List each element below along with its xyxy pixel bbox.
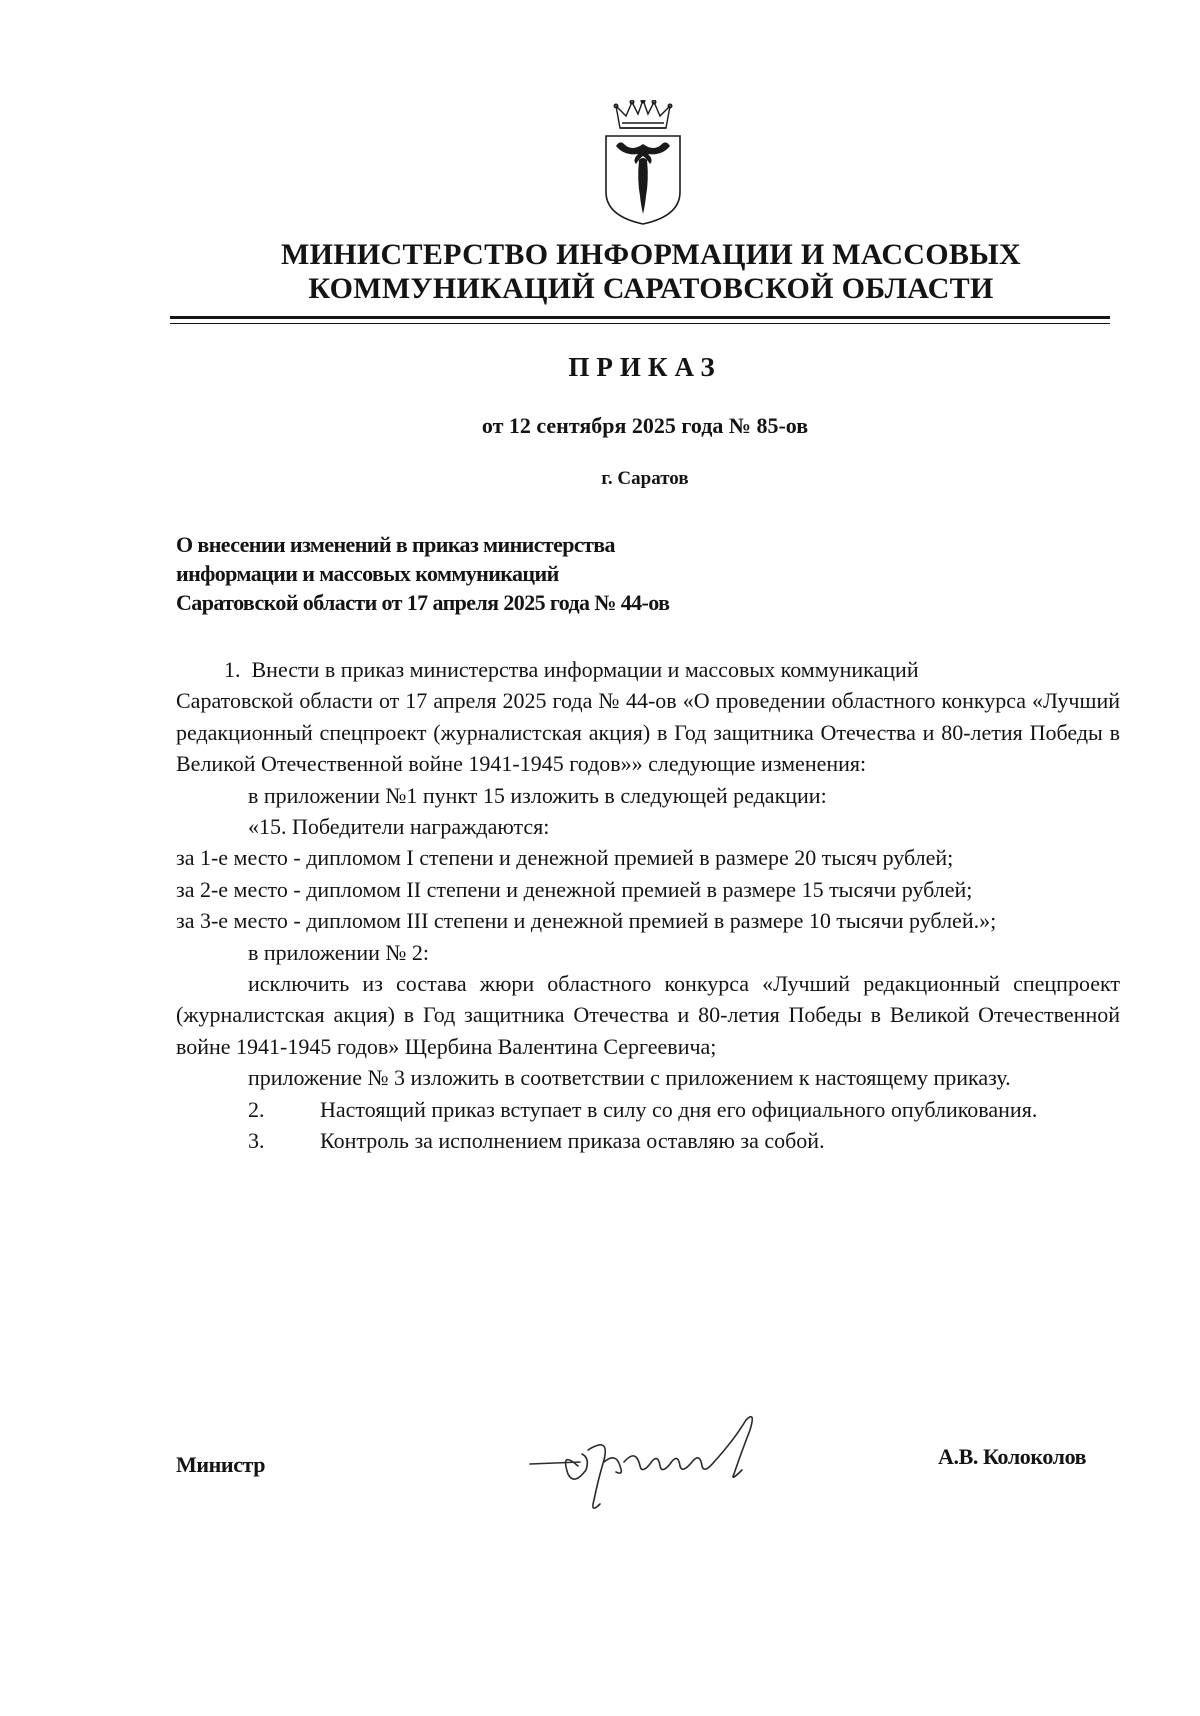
paragraph-3-number: 3. bbox=[248, 1128, 265, 1154]
signatory-title: Министр bbox=[176, 1452, 266, 1477]
paragraph-1-continuation: Саратовской области от 17 апреля 2025 года № 44-ов «О проведении областного конкурса «Лучший редакционный спецпроект (журналистская акция) в Год защитника Отечества и 80-летия Победы в Великой Отечественной войне 1941-1945 годов»» следующие изменения: bbox=[176, 688, 1120, 777]
document-body bbox=[176, 654, 1120, 1157]
paragraph-2-number: 2. bbox=[248, 1096, 265, 1122]
subject-line-3: Саратовской области от 17 апреля 2025 года № 44-ов bbox=[176, 590, 670, 615]
paragraph-2 bbox=[176, 1094, 1120, 1125]
saratov-coat-of-arms-icon bbox=[602, 100, 684, 226]
header-divider-thin bbox=[170, 323, 1110, 324]
first-place-award: за 1-е место - дипломом I степени и денежной премией в размере 20 тысяч рублей; bbox=[176, 845, 954, 871]
annex-1-intro: в приложении №1 пункт 15 изложить в следующей редакции: bbox=[248, 782, 827, 808]
winners-intro: «15. Победители награждаются: bbox=[248, 814, 550, 840]
annex-2-intro: в приложении № 2: bbox=[248, 939, 429, 965]
document-city: г. Саратов bbox=[601, 468, 689, 489]
annex-2-text: исключить из состава жюри областного конкурса «Лучший редакционный спецпроект (журналистская акция) в Год защитника Отечества и 80-летия Победы в Великой Отечественной войне 1941-1945 годов» Щербина Валентина Сергеевича; bbox=[176, 971, 1120, 1059]
signatory-name: А.В. Колоколов bbox=[938, 1444, 1087, 1469]
paragraph-2-text: Настоящий приказ вступает в силу со дня его официального опубликования. bbox=[320, 1096, 1038, 1122]
ministry-name-line-1: МИНИСТЕРСТВО ИНФОРМАЦИИ И МАССОВЫХ bbox=[281, 238, 1021, 271]
ministry-name bbox=[176, 238, 1126, 306]
document-subject bbox=[176, 530, 896, 617]
third-place-award: за 3-е место - дипломом III степени и денежной премией в размере 10 тысячи рублей.»; bbox=[176, 908, 997, 934]
handwritten-signature-icon bbox=[520, 1400, 840, 1520]
paragraph-1-first-line bbox=[176, 654, 1120, 685]
second-place-award: за 2-е место - дипломом II степени и денежной премией в размере 15 тысячи рублей; bbox=[176, 876, 973, 902]
paragraph-3 bbox=[176, 1125, 1120, 1156]
document-kind: ПРИКАЗ bbox=[568, 352, 722, 382]
paragraph-1-text: Внести в приказ министерства информации и массовых коммуникаций bbox=[251, 657, 919, 682]
subject-line-1: О внесении изменений в приказ министерства bbox=[176, 532, 615, 557]
ministry-name-line-2: КОММУНИКАЦИЙ САРАТОВСКОЙ ОБЛАСТИ bbox=[308, 272, 994, 305]
subject-line-2: информации и массовых коммуникаций bbox=[176, 561, 559, 586]
paragraph-3-text: Контроль за исполнением приказа оставляю за собой. bbox=[320, 1128, 825, 1154]
annex-3-text: приложение № 3 изложить в соответствии с приложением к настоящему приказу. bbox=[248, 1065, 1011, 1091]
paragraph-1-number: 1. bbox=[224, 657, 241, 682]
document-date-number: от 12 сентября 2025 года № 85-ов bbox=[481, 413, 809, 438]
header-divider-thick bbox=[170, 316, 1110, 319]
